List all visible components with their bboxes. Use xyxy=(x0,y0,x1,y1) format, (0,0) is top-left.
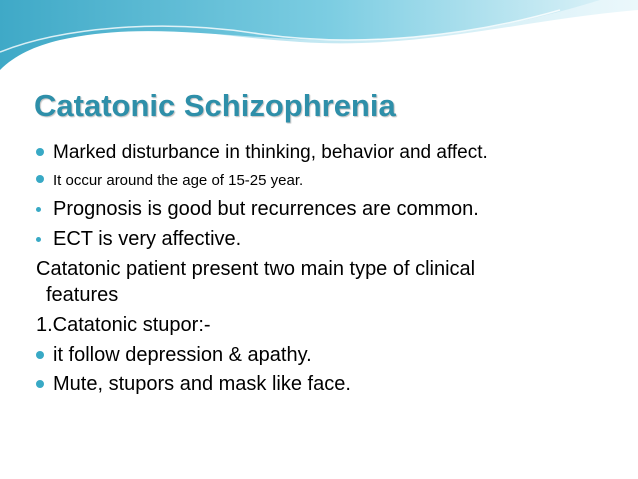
bullet-item xyxy=(36,172,303,189)
slide-title: Catatonic Schizophrenia xyxy=(34,88,396,123)
bullet-item xyxy=(36,228,241,251)
wave-front xyxy=(0,0,600,70)
paragraph-line: Catatonic patient present two main type of clinical xyxy=(36,258,476,280)
bullet-dot-icon xyxy=(36,351,44,359)
bullet-dot-icon xyxy=(36,237,41,242)
bullet-text: ECT is very affective. xyxy=(53,228,242,250)
bullet-text: Marked disturbance in thinking, behavior and affect. xyxy=(53,142,488,163)
bullet-item xyxy=(36,142,488,164)
bullet-text: Prognosis is good but recurrences are common. xyxy=(53,198,479,220)
bullet-item xyxy=(36,373,351,396)
header-wave-decoration xyxy=(0,0,638,80)
bullet-item xyxy=(36,198,479,221)
bullet-dot-icon xyxy=(36,380,44,388)
bullet-text: Mute, stupors and mask like face. xyxy=(53,373,351,395)
paragraph-line: 1.Catatonic stupor:- xyxy=(36,314,211,336)
paragraph-line: features xyxy=(46,284,119,306)
bullet-text: it follow depression & apathy. xyxy=(53,344,312,366)
bullet-dot-icon xyxy=(36,175,44,183)
bullet-item xyxy=(36,344,312,367)
bullet-dot-icon xyxy=(36,207,41,212)
bullet-dot-icon xyxy=(36,148,44,156)
bullet-text: It occur around the age of 15-25 year. xyxy=(53,172,304,189)
